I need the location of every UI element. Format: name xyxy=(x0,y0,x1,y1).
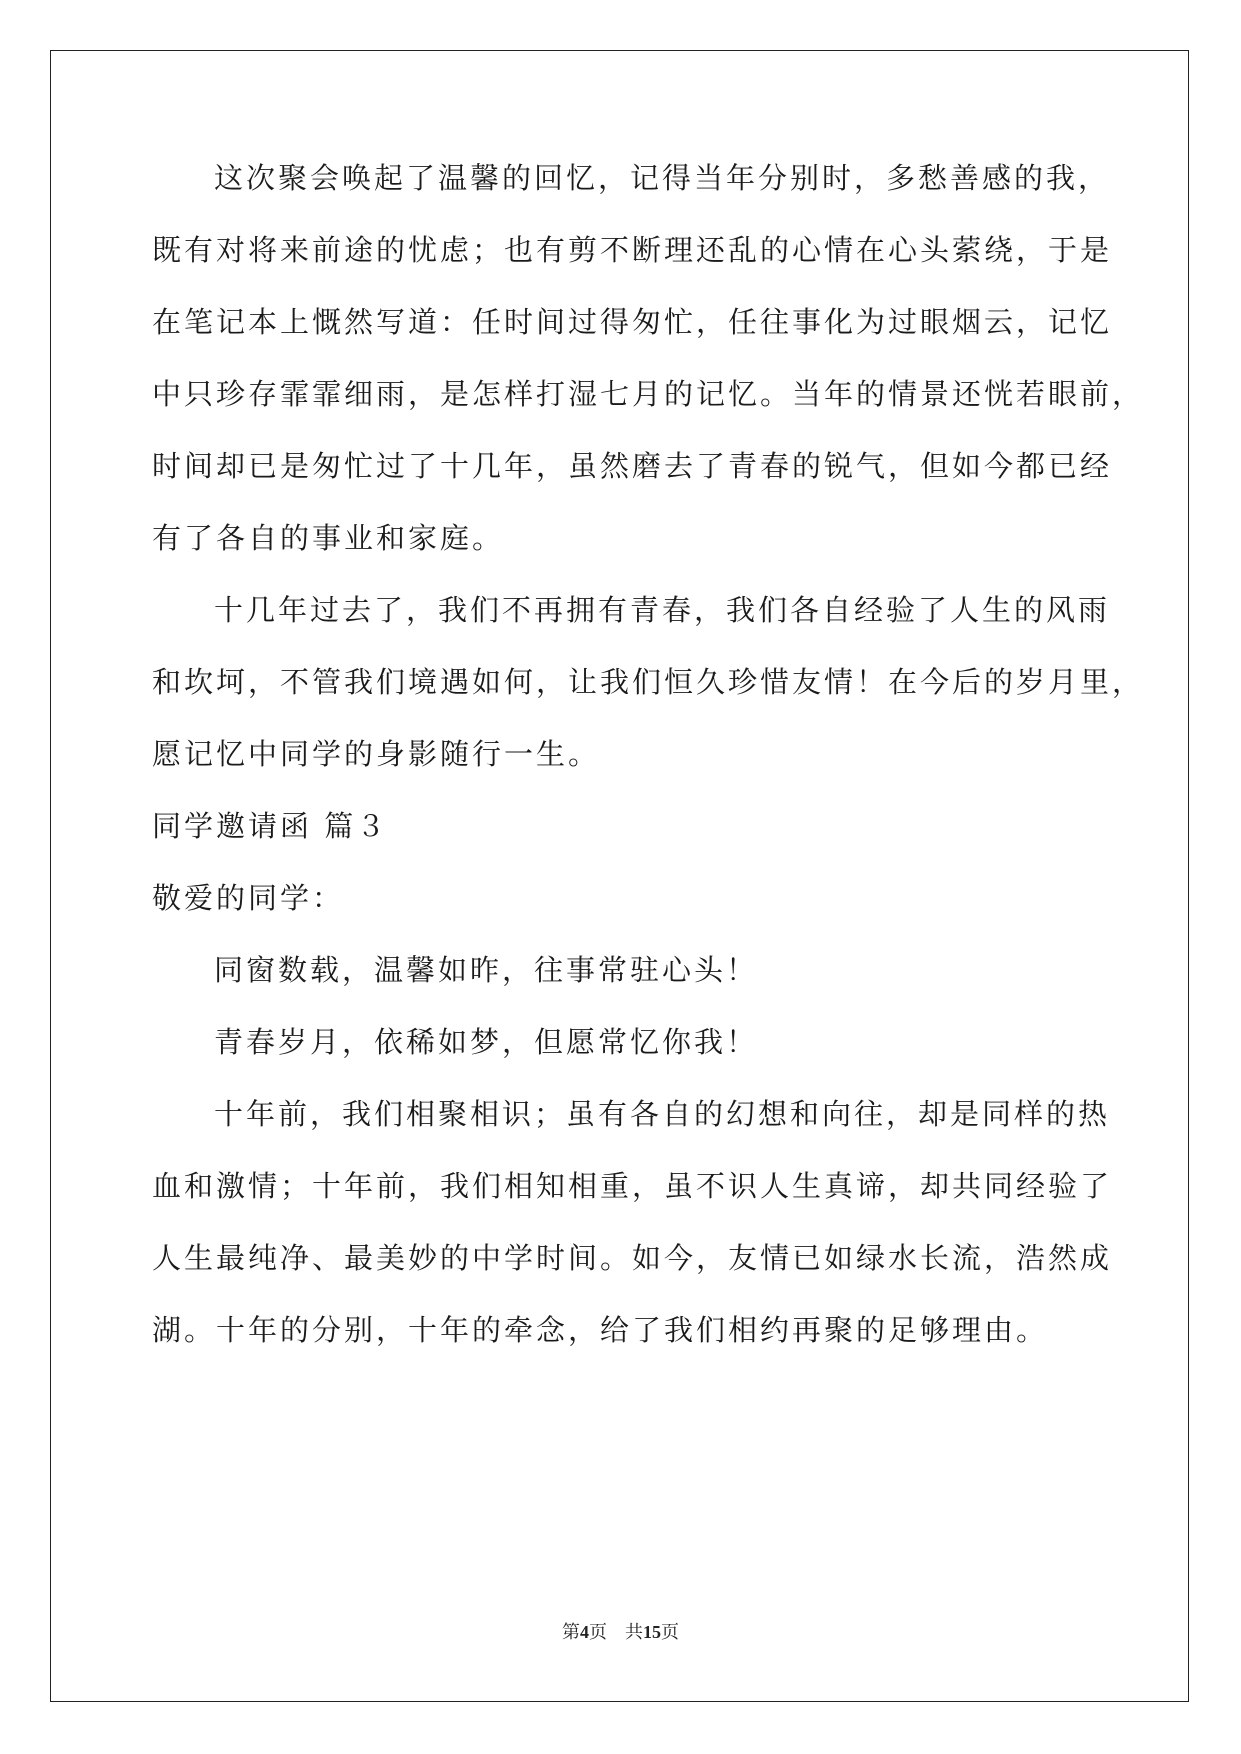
text-line: 愿记忆中同学的身影随行一生。 xyxy=(152,737,601,771)
text-line: 时间却已是匆忙过了十几年，虽然磨去了青春的锐气，但如今都已经 xyxy=(152,449,1113,483)
salutation: 敬爱的同学： xyxy=(152,881,345,915)
text-line: 同窗数载，温馨如昨，往事常驻心头！ xyxy=(214,953,759,987)
footer-total-prefix: 共 xyxy=(625,1622,643,1643)
page-border xyxy=(50,50,1189,1702)
current-page-number: 4 xyxy=(580,1622,589,1642)
text-line: 十年前，我们相聚相识；虽有各自的幻想和向往，却是同样的热 xyxy=(214,1097,1111,1131)
text-line: 有了各自的事业和家庭。 xyxy=(152,521,505,555)
text-line: 人生最纯净、最美妙的中学时间。如今，友情已如绿水长流，浩然成 xyxy=(152,1241,1113,1275)
footer-total-suffix: 页 xyxy=(661,1622,679,1643)
text-line: 青春岁月，依稀如梦，但愿常忆你我！ xyxy=(214,1025,759,1059)
text-line: 在笔记本上慨然写道：任时间过得匆忙，任往事化为过眼烟云，记忆 xyxy=(152,305,1113,339)
text-line: 和坎坷，不管我们境遇如何，让我们恒久珍惜友情！在今后的岁月里， xyxy=(152,665,1145,699)
total-pages-number: 15 xyxy=(643,1622,661,1642)
text-line: 血和激情；十年前，我们相知相重，虽不识人生真谛，却共同经验了 xyxy=(152,1169,1113,1203)
footer-prefix: 第 xyxy=(562,1622,580,1643)
text-line: 湖。十年的分别，十年的牵念，给了我们相约再聚的足够理由。 xyxy=(152,1313,1049,1347)
page-footer xyxy=(0,1620,1241,1645)
text-line: 十几年过去了，我们不再拥有青春，我们各自经验了人生的风雨 xyxy=(214,593,1111,627)
text-line: 既有对将来前途的忧虑；也有剪不断理还乱的心情在心头萦绕，于是 xyxy=(152,233,1113,267)
text-line: 中只珍存霏霏细雨，是怎样打湿七月的记忆。当年的情景还恍若眼前， xyxy=(152,377,1145,411)
text-line: 这次聚会唤起了温馨的回忆，记得当年分别时，多愁善感的我， xyxy=(214,161,1111,195)
section-heading: 同学邀请函 篇３ xyxy=(152,809,389,843)
footer-page-suffix: 页 xyxy=(589,1622,607,1643)
